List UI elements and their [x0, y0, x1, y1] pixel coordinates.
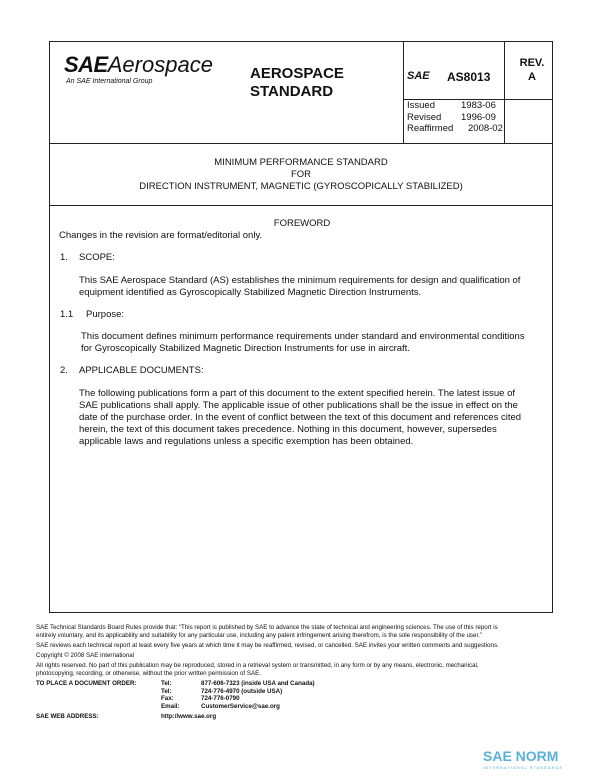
order-key: Tel:	[161, 680, 172, 687]
section-number: 1.1	[60, 309, 74, 320]
web-link[interactable]: http://www.sae.org	[161, 713, 217, 720]
section-title: SCOPE:	[79, 252, 115, 263]
date-row-reaffirmed	[404, 123, 552, 135]
sae-aerospace-logo	[64, 52, 213, 85]
logo-tagline: An SAE International Group	[66, 78, 153, 85]
section-2-text	[59, 388, 545, 448]
logo-aerospace-text: Aerospace	[107, 52, 213, 77]
document-body	[59, 218, 545, 448]
date-label: Revised	[407, 111, 442, 123]
text-line: herein, the text of this document takes precedence. Nothing in this document, however, supersedes	[79, 424, 497, 435]
section-2-heading	[59, 365, 545, 377]
section-1-1-text	[59, 331, 545, 355]
rights-notice	[36, 662, 566, 678]
footer-line: All rights reserved. No part of this publication may be reproduced, stored in a retrieval system or transmitted, in any form or by any means, electronic, mechanical,	[36, 662, 479, 669]
text-line: date of the purchase order. In the event of conflict between the text of this document and references cited	[79, 412, 522, 423]
sae-norm-stamp	[483, 744, 593, 772]
text-line: The following publications form a part of this document to the extent specified herein. The latest issue of	[79, 388, 516, 399]
date-value: 2008-02	[468, 123, 503, 135]
document-type	[250, 65, 400, 101]
order-key: Fax:	[161, 695, 174, 703]
text-line: This SAE Aerospace Standard (AS) establishes the minimum requirements for design and qualification of	[79, 275, 521, 286]
order-value: 877-606-7323 (inside USA and Canada)	[201, 680, 315, 687]
title-line: FOR	[290, 169, 312, 180]
foreword-text: Changes in the revision are format/editorial only.	[59, 230, 263, 241]
date-row-issued	[404, 100, 552, 112]
text-line: SAE publications shall apply. The applicable issue of other publications shall be the issue in effect on the	[79, 400, 518, 411]
date-value: 1996-09	[461, 111, 496, 123]
header-block	[50, 42, 552, 144]
web-label: SAE WEB ADDRESS:	[36, 713, 99, 720]
order-value: 724-776-4970 (outside USA)	[201, 687, 283, 695]
page-frame	[49, 41, 553, 613]
order-keys	[161, 680, 180, 710]
order-key: Email:	[161, 702, 180, 710]
stamp-title: SAE NORM	[483, 748, 559, 764]
section-title: Purpose:	[86, 309, 125, 320]
revision-box	[512, 56, 552, 84]
rules-notice	[36, 624, 566, 640]
section-1-1-heading	[59, 309, 545, 321]
section-1-heading	[59, 252, 545, 264]
order-values	[201, 680, 315, 710]
document-type-line2: STANDARD	[250, 83, 334, 100]
section-title: APPLICABLE DOCUMENTS:	[79, 365, 204, 376]
title-line: MINIMUM PERFORMANCE STANDARD	[214, 157, 388, 168]
order-key: Tel:	[161, 687, 172, 695]
text-line: This document defines minimum performance requirements under standard and environmental conditions	[81, 331, 525, 342]
foreword-heading: FOREWORD	[273, 218, 331, 229]
sae-mini-logo: SAE	[407, 70, 430, 82]
date-label: Reaffirmed	[407, 123, 454, 135]
review-notice: SAE reviews each technical report at least every five years at which time it may be reaffirmed, revised, or cancelled. SAE invites your written comments and suggestions.	[36, 642, 499, 649]
section-number: 1.	[60, 252, 68, 263]
section-number: 2.	[60, 365, 68, 376]
stamp-subtitle: INTERNATIONAL STANDARDS	[483, 765, 564, 770]
document-number: AS8013	[447, 70, 491, 84]
revision-value: A	[528, 71, 536, 83]
order-email[interactable]: CustomerService@sae.org	[201, 702, 280, 710]
order-value: 724-776-0790	[201, 695, 240, 703]
footer-line: SAE Technical Standards Board Rules provide that: “This report is published by SAE to advance the state of technical and engineering sciences. The use of this report is	[36, 624, 498, 631]
footer-line: entirely voluntary, and its applicability and suitability for any particular use, including any patent infringement arising therefrom, is the sole responsibility of the user.”	[36, 632, 482, 639]
footer-line: photocopying, recording, or otherwise, without the prior written permission of SAE.	[36, 670, 261, 677]
section-1-text	[59, 275, 545, 299]
footer	[36, 624, 566, 720]
document-title	[50, 143, 552, 206]
date-row-revised	[404, 112, 552, 124]
date-value: 1983-06	[461, 100, 496, 111]
copyright-notice: Copyright © 2008 SAE International	[36, 652, 135, 659]
text-line: equipment identified as Gyroscopically Stabilized Magnetic Direction Instruments.	[79, 287, 422, 298]
date-label: Issued	[407, 100, 435, 111]
title-line: DIRECTION INSTRUMENT, MAGNETIC (GYROSCOPICALLY STABILIZED)	[139, 181, 463, 192]
text-line: for Gyroscopically Stabilized Magnetic Direction Instruments for use in aircraft.	[81, 343, 410, 354]
order-label: TO PLACE A DOCUMENT ORDER:	[36, 680, 137, 687]
logo-sae-text: SAE	[64, 52, 108, 77]
revision-label: REV.	[519, 57, 545, 69]
date-history	[404, 99, 552, 135]
document-type-line1: AEROSPACE	[250, 65, 344, 82]
order-info	[36, 680, 566, 720]
text-line: applicable laws and regulations unless a specific exemption has been obtained.	[79, 436, 414, 447]
